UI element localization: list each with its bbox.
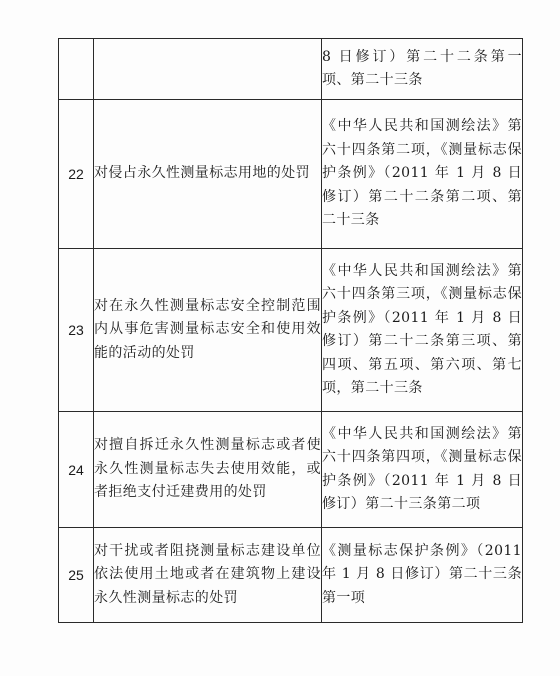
penalty-item xyxy=(94,39,322,100)
row-number: 23 xyxy=(59,249,94,412)
legal-basis: 8 日修订）第二十二条第一项、第二十三条 xyxy=(322,39,523,100)
legal-basis: 《中华人民共和国测绘法》第六十四条第三项，《测量标志保护条例》（2011 年 1 月 8 日修订）第二十二条第三项、第四项、第五项、第六项、第七项，第二十三条 xyxy=(322,249,523,412)
legal-basis: 《测量标志保护条例》（2011 年 1 月 8 日修订）第二十三条第一项 xyxy=(322,528,523,623)
row-number: 24 xyxy=(59,412,94,528)
legal-basis: 《中华人民共和国测绘法》第六十四条第四项，《测量标志保护条例》（2011 年 1 月 8 日修订）第二十三条第二项 xyxy=(322,412,523,528)
penalty-item: 对侵占永久性测量标志用地的处罚 xyxy=(94,100,322,249)
legal-basis: 《中华人民共和国测绘法》第六十四条第二项，《测量标志保护条例》（2011 年 1 月 8 日修订）第二十二条第二项、第二十三条 xyxy=(322,100,523,249)
penalty-item: 对擅自拆迁永久性测量标志或者使永久性测量标志失去使用效能，或者拒绝支付迁建费用的处罚 xyxy=(94,412,322,528)
table-row xyxy=(59,39,523,100)
table-row xyxy=(59,249,523,412)
penalty-item: 对在永久性测量标志安全控制范围内从事危害测量标志安全和使用效能的活动的处罚 xyxy=(94,249,322,412)
table-row xyxy=(59,100,523,249)
row-number: 22 xyxy=(59,100,94,249)
penalty-items-table xyxy=(58,38,523,623)
table-row xyxy=(59,528,523,623)
table-row xyxy=(59,412,523,528)
row-number: 25 xyxy=(59,528,94,623)
penalty-item: 对干扰或者阻挠测量标志建设单位依法使用土地或者在建筑物上建设永久性测量标志的处罚 xyxy=(94,528,322,623)
row-number xyxy=(59,39,94,100)
